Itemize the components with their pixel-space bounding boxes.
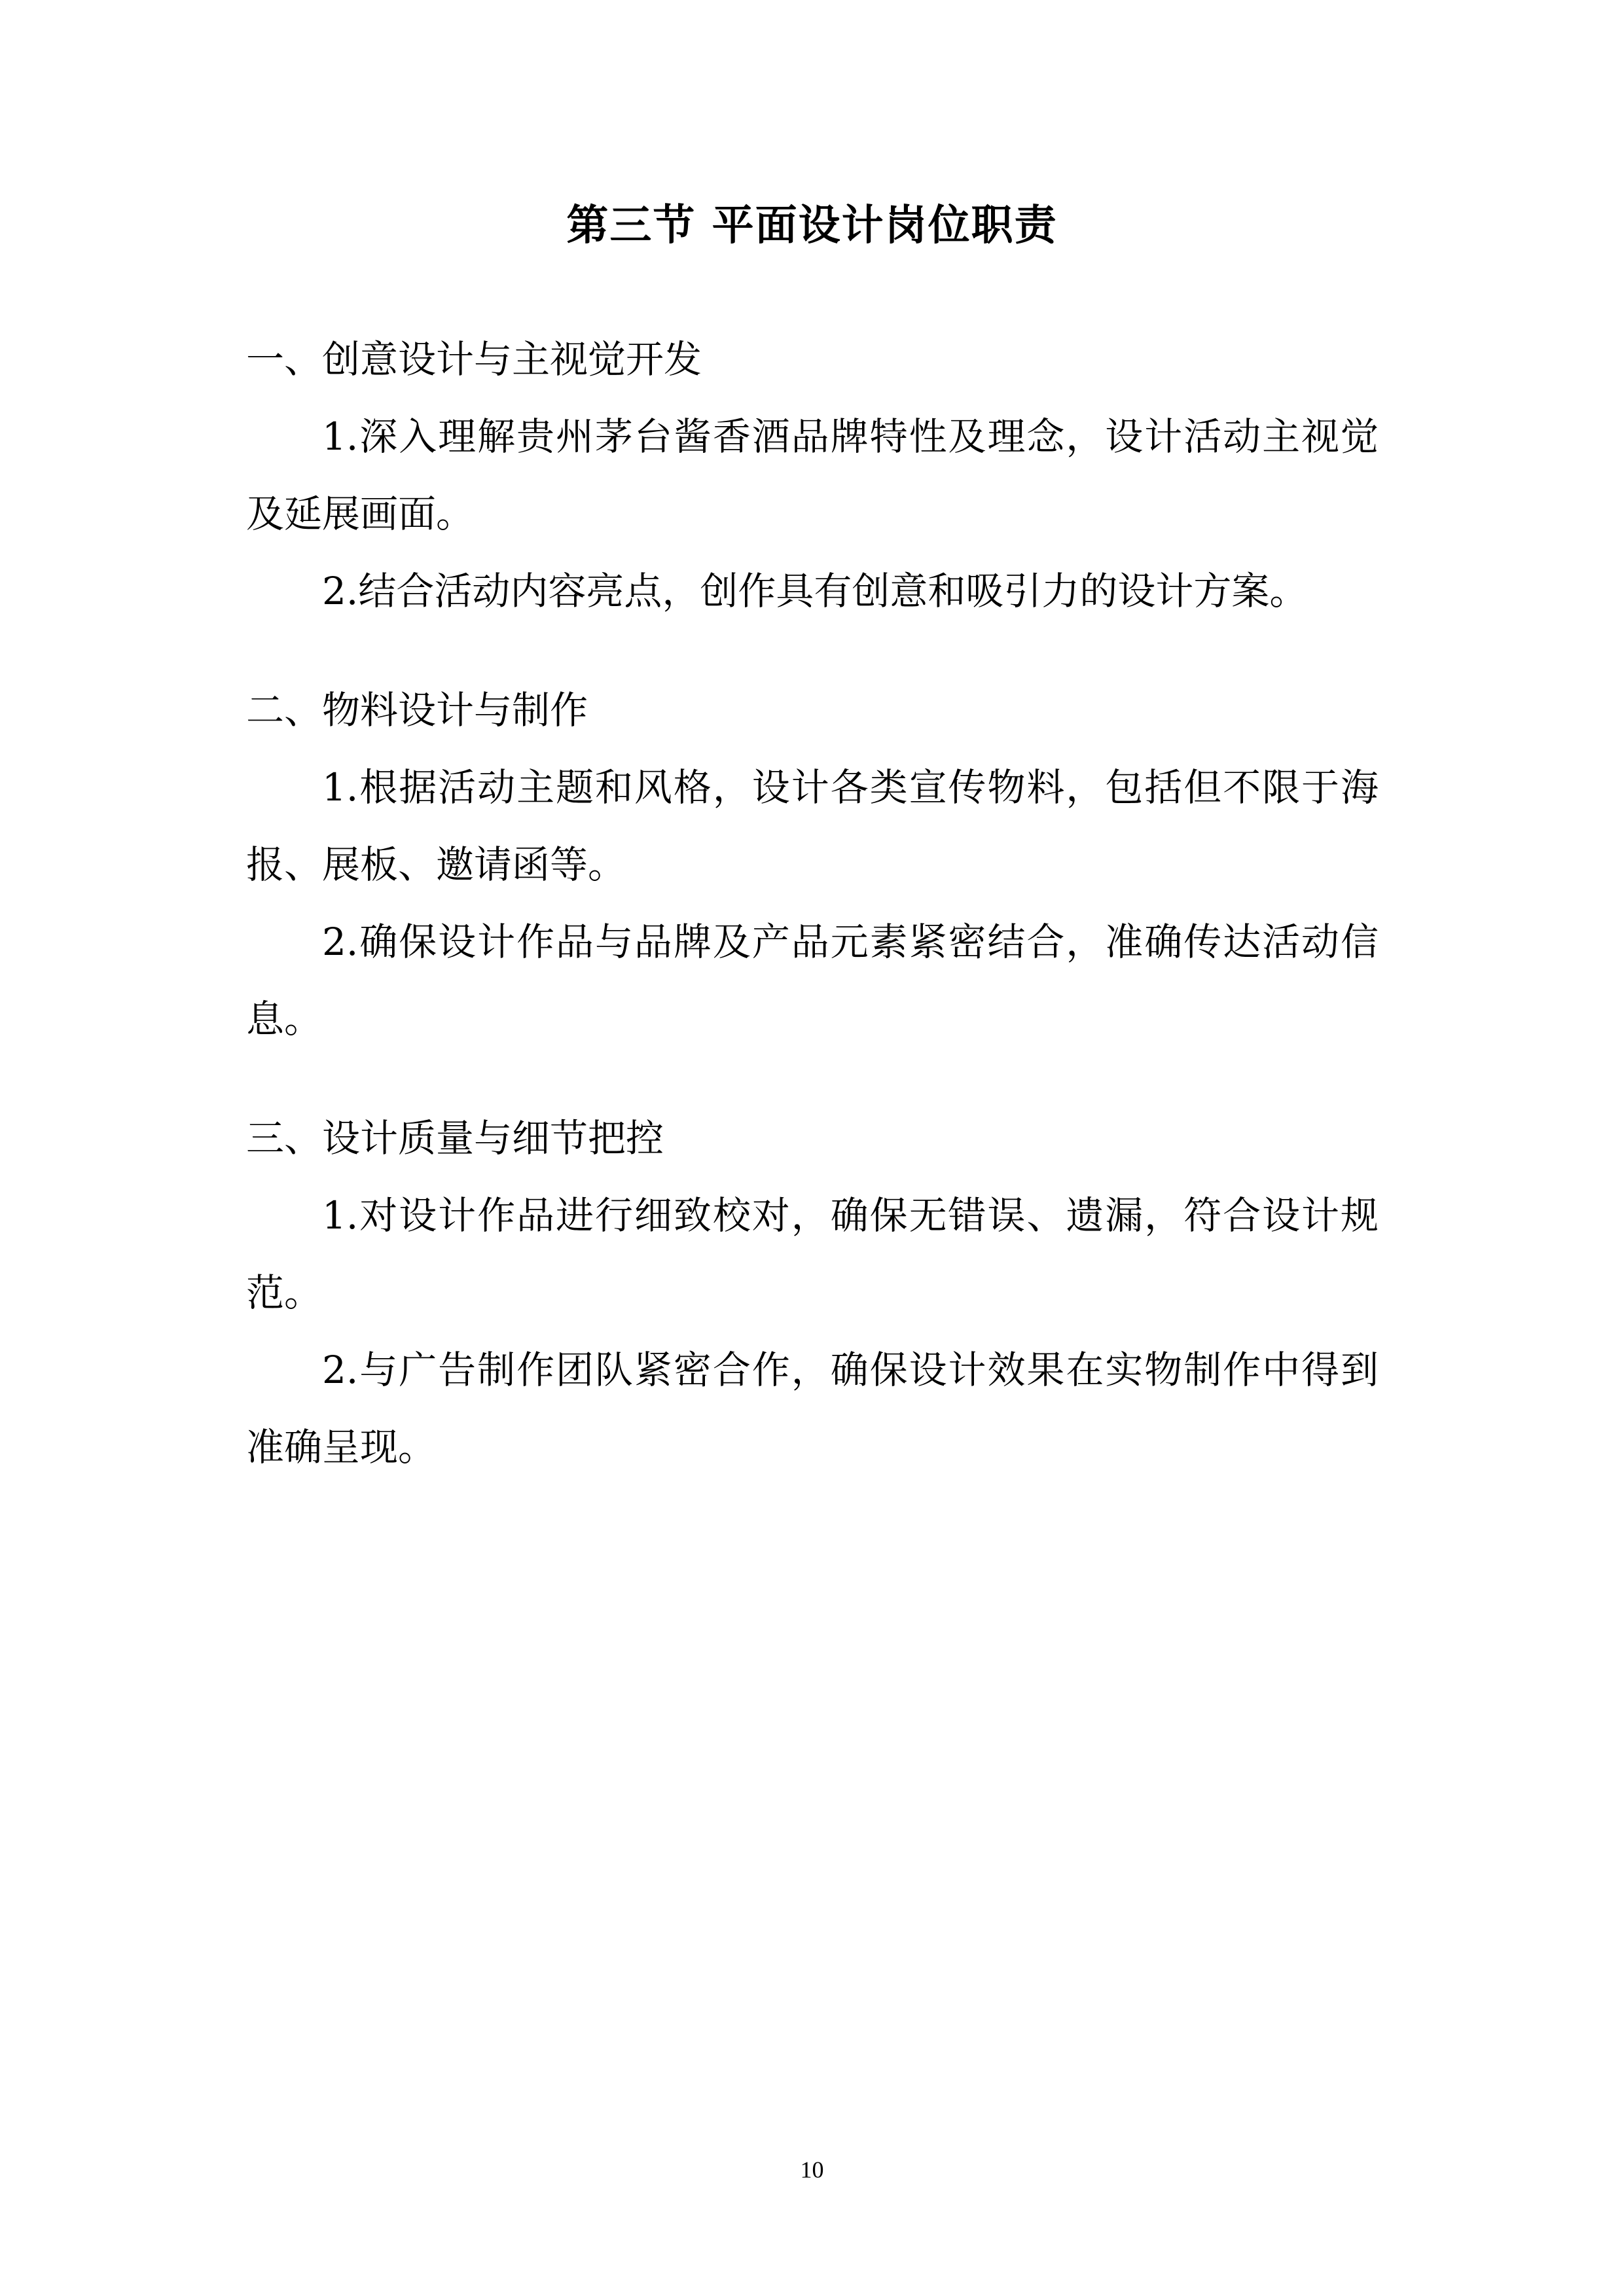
paragraph: 1.深入理解贵州茅台酱香酒品牌特性及理念，设计活动主视觉及延展画面。 bbox=[246, 414, 1379, 536]
section-material-design bbox=[246, 672, 1379, 1058]
section-heading: 一、创意设计与主视觉开发 bbox=[246, 337, 702, 382]
paragraph: 2.结合活动内容亮点，创作具有创意和吸引力的设计方案。 bbox=[322, 569, 1308, 613]
section-quality-control bbox=[246, 1100, 1379, 1486]
paragraph: 1.对设计作品进行细致校对，确保无错误、遗漏，符合设计规范。 bbox=[246, 1193, 1379, 1315]
paragraph: 2.与广告制作团队紧密合作，确保设计效果在实物制作中得到准确呈现。 bbox=[246, 1348, 1379, 1469]
section-heading: 三、设计质量与细节把控 bbox=[246, 1116, 664, 1160]
document-body bbox=[246, 321, 1379, 1528]
section-creative-design bbox=[246, 321, 1379, 630]
paragraph: 1.根据活动主题和风格，设计各类宣传物料，包括但不限于海报、展板、邀请函等。 bbox=[246, 765, 1379, 887]
section-heading: 二、物料设计与制作 bbox=[246, 688, 588, 732]
paragraph: 2.确保设计作品与品牌及产品元素紧密结合，准确传达活动信息。 bbox=[246, 920, 1379, 1041]
page-number: 10 bbox=[800, 2157, 824, 2183]
section-title: 第三节 平面设计岗位职责 bbox=[566, 202, 1058, 250]
